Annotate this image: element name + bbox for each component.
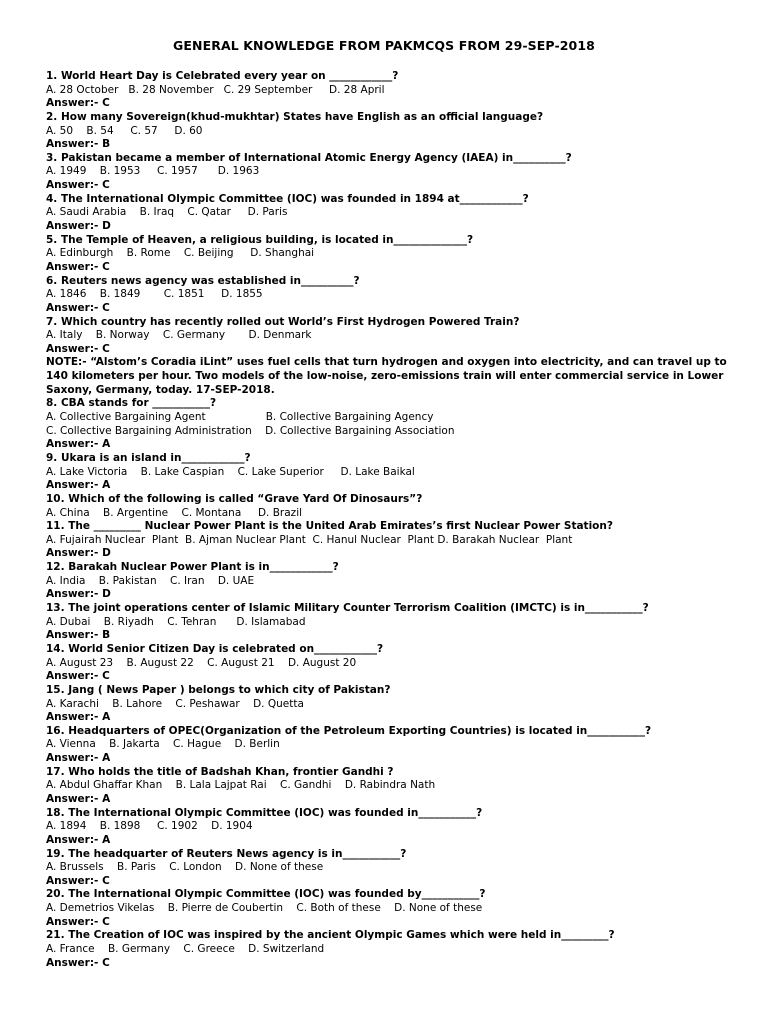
question-options: A. Collective Bargaining Agent B. Collective Bargaining Agency [46,411,434,424]
question-text: 9. Ukara is an island in____________? [46,451,251,464]
question-answer: Answer:- C [46,670,110,683]
question-options: A. India B. Pakistan C. Iran D. UAE [46,574,255,587]
note-text: NOTE:- “Alstom’s Coradia iLint” uses fuel cells that turn hydrogen and oxygen into electricity, and can travel up to 140 kilometers per hour. Two models of the low-noise, zero-emissions train will enter commercial service in Lower Saxony, Germany, today. 17-SEP-2018. [46,356,727,396]
question-answer: Answer:- C [46,260,110,273]
question-text: 12. Barakah Nuclear Power Plant is in____________? [46,561,339,574]
question-text: 5. The Temple of Heaven, a religious building, is located in______________? [46,233,474,246]
question-options: A. August 23 B. August 22 C. August 21 D. August 20 [46,656,357,669]
question-answer: Answer:- A [46,711,111,724]
question-options: A. Abdul Ghaffar Khan B. Lala Lajpat Rai C. Gandhi D. Rabindra Nath [46,779,436,792]
question-text: 15. Jang ( News Paper ) belongs to which city of Pakistan? [46,683,391,696]
page-title: GENERAL KNOWLEDGE FROM PAKMCQS FROM 29-SEP-2018 [173,38,595,53]
question-text: 2. How many Sovereign(khud-mukhtar) States have English as an official language? [46,110,544,123]
question-answer: Answer:- A [46,752,111,765]
question-text: 18. The International Olympic Committee (IOC) was founded in___________? [46,806,483,819]
question-text: 1. World Heart Day is Celebrated every year on ____________? [46,70,399,82]
question-options: A. Italy B. Norway C. Germany D. Denmark [46,329,312,342]
question-16 [46,725,746,766]
question-options: A. France B. Germany C. Greece D. Switzerland [46,943,325,956]
question-text: 7. Which country has recently rolled out World’s First Hydrogen Powered Train? [46,315,520,328]
question-7 [46,316,746,357]
question-answer: Answer:- D [46,220,111,233]
question-text: 17. Who holds the title of Badshah Khan, frontier Gandhi ? [46,765,394,778]
question-answer: Answer:- C [46,874,110,887]
question-options: A. 1894 B. 1898 C. 1902 D. 1904 [46,820,253,833]
question-text: 13. The joint operations center of Islamic Military Counter Terrorism Coalition (IMCTC) is in___________? [46,602,649,615]
question-14 [46,643,746,684]
question-options: A. 1949 B. 1953 C. 1957 D. 1963 [46,165,260,178]
question-20 [46,888,746,929]
question-answer: Answer:- C [46,179,110,192]
question-21 [46,929,746,970]
question-1 [46,70,746,111]
question-9 [46,452,746,493]
question-8 [46,397,746,452]
question-options: A. Edinburgh B. Rome C. Beijing D. Shanghai [46,247,315,260]
question-text: 10. Which of the following is called “Grave Yard Of Dinosaurs”? [46,492,423,505]
question-5 [46,234,746,275]
question-18 [46,807,746,848]
question-3 [46,152,746,193]
question-options-2: C. Collective Bargaining Administration D. Collective Bargaining Association [46,424,455,437]
question-options: A. Saudi Arabia B. Iraq C. Qatar D. Paris [46,206,288,219]
question-15 [46,684,746,725]
question-answer: Answer:- C [46,342,110,355]
question-text: 3. Pakistan became a member of International Atomic Energy Agency (IAEA) in__________? [46,151,572,164]
question-text: 6. Reuters news agency was established in__________? [46,274,360,287]
question-options: A. 28 October B. 28 November C. 29 September D. 28 April [46,83,385,96]
question-text: 19. The headquarter of Reuters News agency is in___________? [46,847,407,860]
question-options: A. Brussels B. Paris C. London D. None of these [46,861,324,874]
question-options: A. 1846 B. 1849 C. 1851 D. 1855 [46,288,263,301]
question-options: A. China B. Argentine C. Montana D. Brazil [46,506,303,519]
question-answer: Answer:- C [46,956,110,969]
question-13 [46,602,746,643]
question-text: 16. Headquarters of OPEC(Organization of the Petroleum Exporting Countries) is located in___________? [46,724,652,737]
question-options: A. Lake Victoria B. Lake Caspian C. Lake Superior D. Lake Baikal [46,465,415,478]
question-answer: Answer:- B [46,629,111,642]
question-answer: Answer:- C [46,97,110,110]
question-10 [46,493,746,520]
question-6 [46,275,746,316]
question-text: 4. The International Olympic Committee (IOC) was founded in 1894 at____________? [46,192,529,205]
question-text: 14. World Senior Citizen Day is celebrated on____________? [46,642,384,655]
question-options: A. Fujairah Nuclear Plant B. Ajman Nuclear Plant C. Hanul Nuclear Plant D. Barakah Nuclear Plant [46,533,573,546]
question-12 [46,561,746,602]
question-text: 8. CBA stands for ___________? [46,397,217,410]
question-2 [46,111,746,152]
question-answer: Answer:- C [46,915,110,928]
question-answer: Answer:- A [46,793,111,805]
question-4 [46,193,746,234]
question-answer: Answer:- A [46,833,111,846]
question-answer: Answer:- D [46,547,111,560]
question-text: 21. The Creation of IOC was inspired by the ancient Olympic Games which were held in_________? [46,929,615,942]
question-19 [46,848,746,889]
question-answer: Answer:- C [46,301,110,314]
question-text: 11. The _________ Nuclear Power Plant is the United Arab Emirates’s first Nuclear Power Station? [46,520,613,533]
question-options: A. Karachi B. Lahore C. Peshawar D. Quetta [46,697,304,710]
question-options: A. 50 B. 54 C. 57 D. 60 [46,124,203,137]
question-answer: Answer:- A [46,479,111,492]
question-list [46,70,746,970]
question-options: A. Dubai B. Riyadh C. Tehran D. Islamabad [46,615,306,628]
question-11 [46,520,746,561]
question-options: A. Demetrios Vikelas B. Pierre de Coubertin C. Both of these D. None of these [46,902,483,915]
question-text: 20. The International Olympic Committee (IOC) was founded by___________? [46,888,486,901]
question-options: A. Vienna B. Jakarta C. Hague D. Berlin [46,738,280,751]
question-answer: Answer:- B [46,138,111,151]
question-answer: Answer:- D [46,588,111,601]
question-answer: Answer:- A [46,438,111,451]
question-17 [46,766,746,807]
